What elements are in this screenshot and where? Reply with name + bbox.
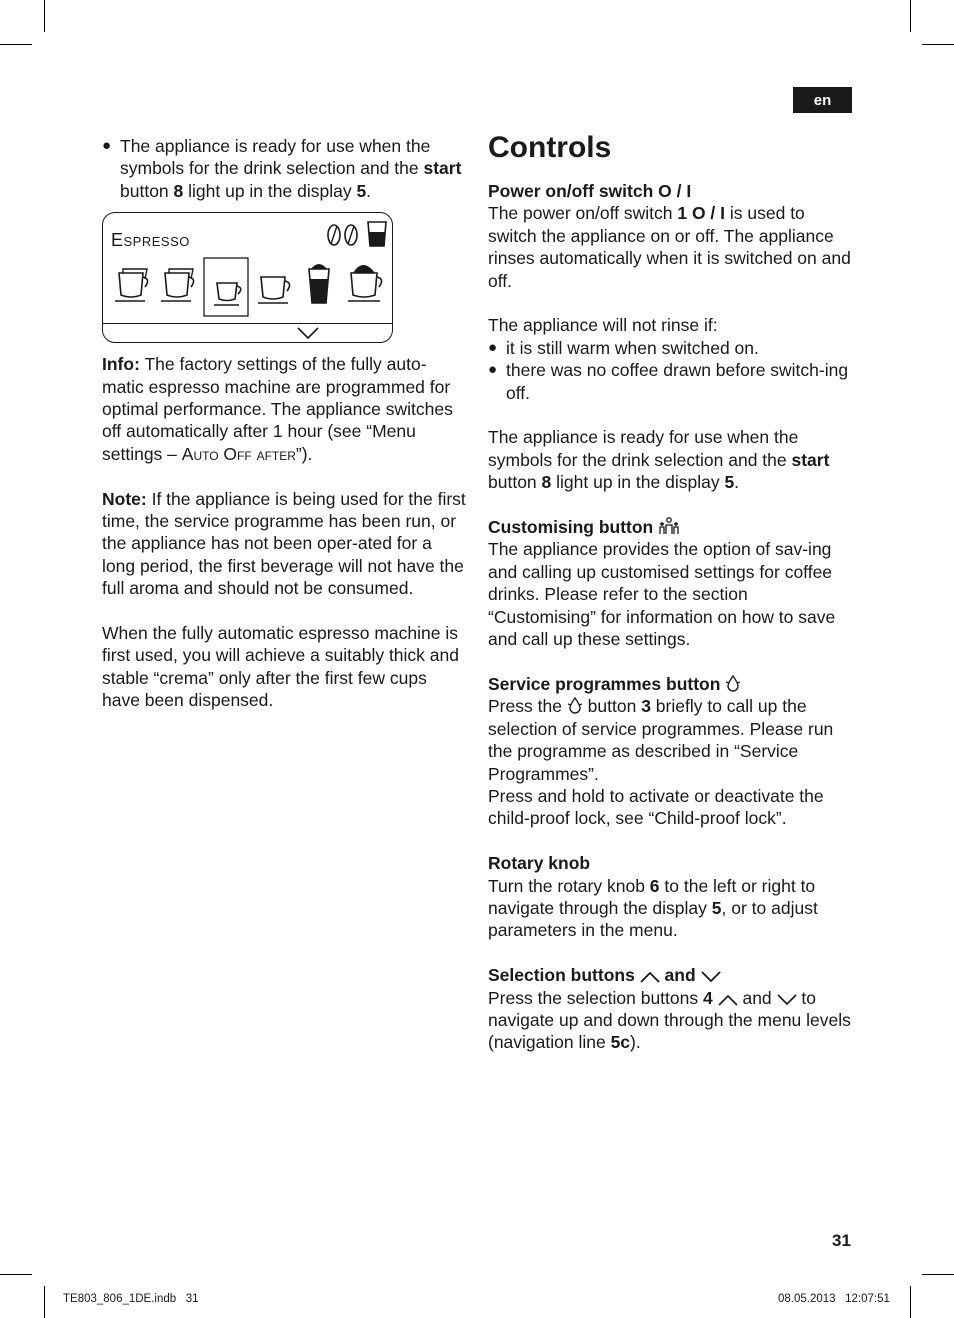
page-number: 31 (832, 1231, 851, 1250)
language-badge: en (793, 87, 852, 113)
selected-item-frame (204, 258, 248, 316)
customising-people-icon (658, 517, 680, 535)
page-title: Controls (488, 131, 612, 164)
chevron-down-icon (701, 971, 721, 983)
display-title: Espresso (111, 230, 190, 251)
power-text: The power on/off switch 1 O / I is used to switch the appliance on or off. The appliance rinses automatically when it is switched on and off. (488, 203, 851, 291)
double-cup-icon (161, 269, 194, 301)
chevron-down-icon (777, 994, 797, 1006)
ready-bullet: ● The appliance is ready for use when the symbols for the drink selection and the start button 8 light up in the display 5. (102, 135, 468, 202)
cup-icons-row (109, 257, 389, 319)
customising-heading: Customising button (488, 516, 854, 538)
navigation-line (103, 323, 392, 324)
footer-file: TE803_806_1DE.indb 31 (63, 1293, 199, 1305)
crop-mark (44, 0, 45, 32)
bean-strength-icon (325, 223, 361, 247)
info-paragraph: Info: The factory settings of the fully auto-matic espresso machine are programmed for optimal performance. The appliance switches off automatically after 1 hour (see “Menu settings – Auto Off after”). (102, 354, 453, 464)
right-column (488, 180, 854, 1054)
selection-text: Press the selection buttons 4 and to navigate up and down through the menu levels (navigation line 5c). (488, 987, 851, 1053)
crop-mark (910, 0, 911, 32)
crema-paragraph: When the fully automatic espresso machine is first used, you will achieve a suitably thick and stable “crema” only after the first few cups have been dispensed. (102, 623, 459, 711)
crop-mark (922, 1274, 954, 1275)
crop-mark (0, 44, 32, 45)
no-rinse-intro: The appliance will not rinse if: (488, 315, 718, 336)
rotary-text: Turn the rotary knob 6 to the left or right to navigate through the display 5, or to adjust parameters in the menu. (488, 875, 818, 941)
chevron-down-icon (297, 327, 319, 339)
no-rinse-bullet: ● there was no coffee drawn before switch-ing off. (488, 359, 854, 404)
rotary-heading: Rotary knob (488, 853, 591, 874)
cappuccino-cup-icon (348, 265, 382, 301)
double-large-cup-icon (115, 269, 148, 301)
cup-size-icon (366, 220, 388, 248)
service-drop-icon (567, 696, 583, 714)
customising-text: The appliance provides the option of sav-ing and calling up customised settings for coffee drinks. Please refer to the section “Customising” for information on how to save and call up these settings. (488, 539, 836, 650)
chevron-up-icon (640, 971, 660, 983)
selection-heading: Selection buttons and (488, 964, 854, 986)
crop-mark (44, 1286, 45, 1318)
service-text: Press the button 3 briefly to call up the selection of service programmes. Please run the programme as described in “Service Programmes”. (488, 696, 834, 784)
crop-mark (0, 1274, 32, 1275)
power-heading: Power on/off switch O / I (488, 181, 692, 201)
note-paragraph: Note: If the appliance is being used for the first time, the service programme has been run, or the appliance has not been oper-ated for a long period, the first beverage will not have the full aroma and should not be consumed. (102, 488, 466, 599)
left-column (102, 135, 468, 712)
latte-glass-icon (309, 264, 329, 303)
service-text-hold: Press and hold to activate or deactivate the child-proof lock, see “Child-proof lock”. (488, 785, 824, 829)
chevron-up-icon (718, 994, 738, 1006)
ready-paragraph: The appliance is ready for use when the symbols for the drink selection and the start button 8 light up in the display 5. (488, 427, 830, 493)
service-heading: Service programmes button (488, 673, 854, 695)
coffee-cup-icon (258, 277, 290, 303)
display-illustration (102, 212, 393, 343)
crop-mark (910, 1286, 911, 1318)
footer-stamp: 08.05.2013 12:07:51 (778, 1293, 890, 1305)
service-drop-icon (725, 674, 741, 692)
crop-mark (922, 44, 954, 45)
no-rinse-bullet: ● it is still warm when switched on. (488, 337, 854, 359)
espresso-cup-icon (214, 283, 241, 305)
